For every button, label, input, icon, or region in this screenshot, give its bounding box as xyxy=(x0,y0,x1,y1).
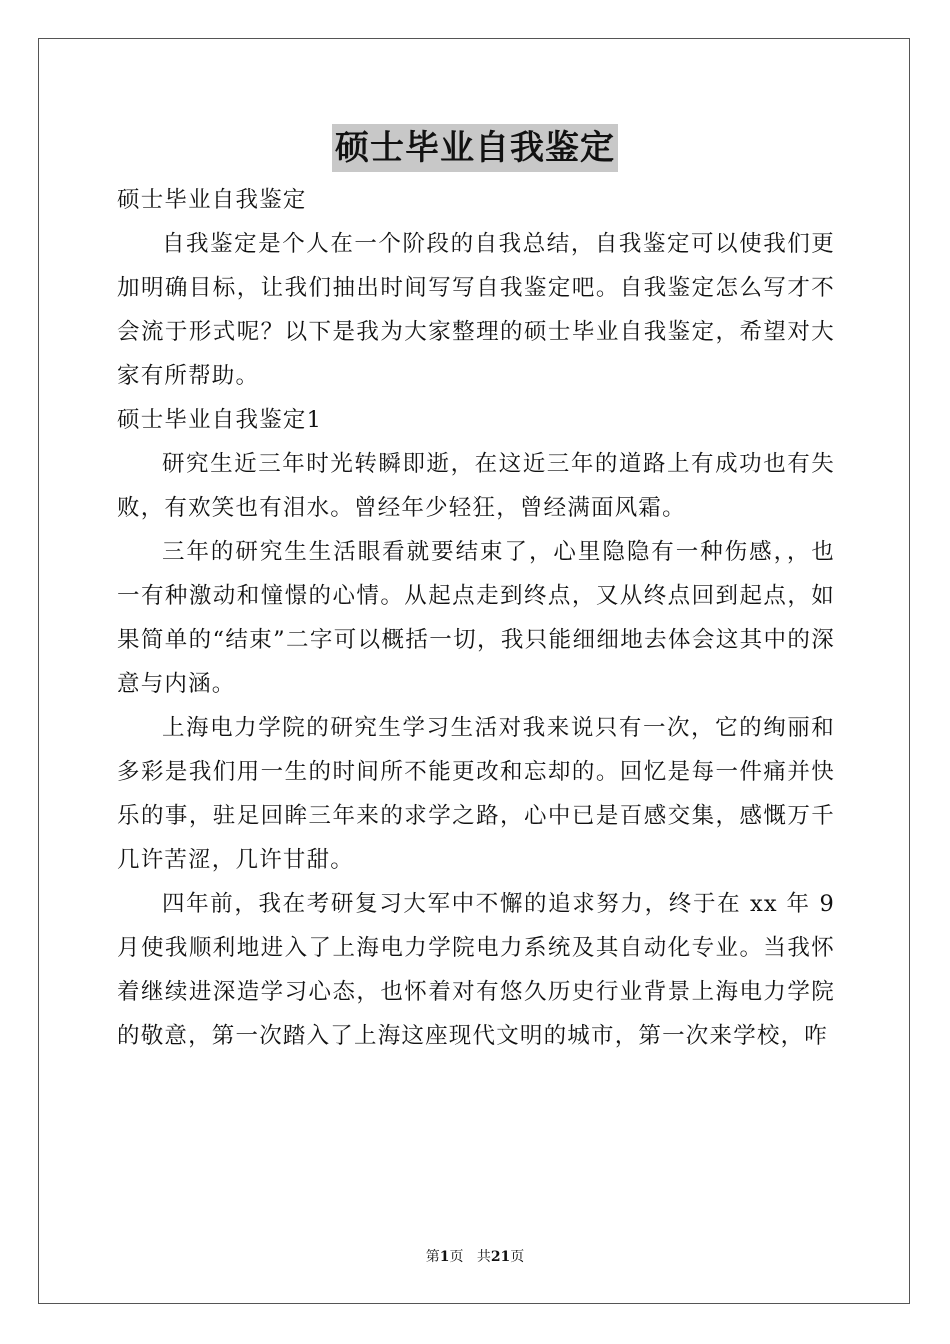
body-paragraph: 上海电力学院的研究生学习生活对我来说只有一次，它的绚丽和多彩是我们用一生的时间所不能更改和忘却的。回忆是每一件痛并快乐的事，驻足回眸三年来的求学之路，心中已是百感交集，感慨万千几许苦涩，几许甘甜。 xyxy=(117,715,835,873)
document-subtitle: 硕士毕业自我鉴定 xyxy=(117,187,307,213)
document-title-wrapper xyxy=(0,124,950,172)
page-unit: 页 xyxy=(449,1249,464,1265)
intro-paragraph: 自我鉴定是个人在一个阶段的自我总结，自我鉴定可以使我们更加明确目标，让我们抽出时间写写自我鉴定吧。自我鉴定怎么写才不会流于形式呢？以下是我为大家整理的硕士毕业自我鉴定，希望对大家有所帮助。 xyxy=(117,231,835,389)
document-body xyxy=(117,178,835,1058)
total-unit: 页 xyxy=(510,1249,525,1265)
body-paragraph: 研究生近三年时光转瞬即逝，在这近三年的道路上有成功也有失败，有欢笑也有泪水。曾经年少轻狂，曾经满面风霜。 xyxy=(117,451,835,521)
document-title: 硕士毕业自我鉴定 xyxy=(332,124,618,172)
page-total: 21 xyxy=(490,1249,511,1265)
body-paragraph: 四年前，我在考研复习大军中不懈的追求努力，终于在 xx 年 9 月使我顺利地进入了上海电力学院电力系统及其自动化专业。当我怀着继续进深造学习心态，也怀着对有悠久历史行业背景上海电力学院的敬意，第一次踏入了上海这座现代文明的城市，第一次来学校，咋 xyxy=(117,891,835,1049)
page-footer xyxy=(0,1246,950,1266)
page-current: 1 xyxy=(439,1249,450,1265)
section-heading: 硕士毕业自我鉴定1 xyxy=(117,407,323,433)
total-prefix: 共 xyxy=(476,1249,491,1265)
page-prefix: 第 xyxy=(425,1249,440,1265)
body-paragraph: 三年的研究生生活眼看就要结束了，心里隐隐有一种伤感，，也一有种激动和憧憬的心情。从起点走到终点，又从终点回到起点，如果简单的“结束”二字可以概括一切，我只能细细地去体会这其中的深意与内涵。 xyxy=(117,539,835,697)
